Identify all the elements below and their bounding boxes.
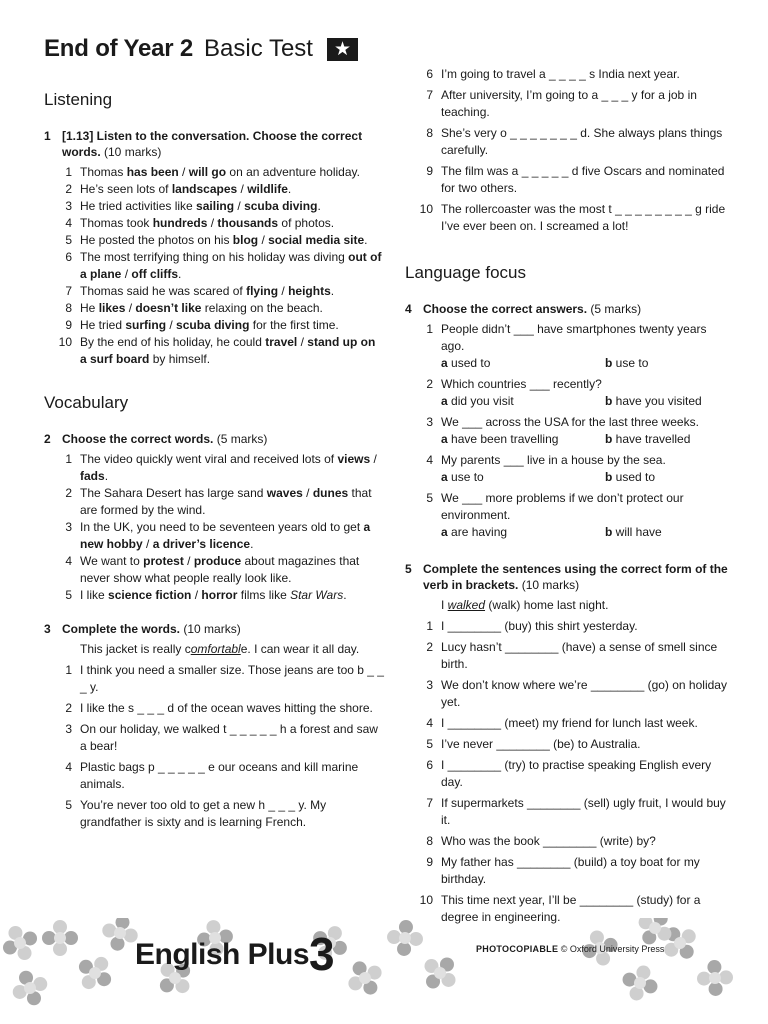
item-text: My father has ________ (build) a toy boat for my birthday.	[441, 855, 700, 886]
item-number: 3	[65, 520, 72, 534]
item-number: 7	[426, 796, 433, 810]
item-number: 5	[65, 233, 72, 247]
item-number: 8	[426, 834, 433, 848]
example-item: I walked (walk) home last night.	[441, 598, 609, 612]
item-number: 4	[65, 216, 72, 230]
item-text: I like the s _ _ _ d of the ocean waves hitting the shore.	[80, 701, 373, 715]
item-text: My parents ___ live in a house by the sea. a use to b used to	[441, 452, 730, 486]
question-marks: (5 marks)	[216, 432, 268, 446]
list-item	[419, 677, 730, 711]
item-number: 3	[65, 199, 72, 213]
list-item	[419, 66, 730, 83]
item-text: She’s very o _ _ _ _ _ _ _ d. She always plans things carefully.	[441, 126, 723, 157]
item-number: 2	[65, 182, 72, 196]
item-number: 9	[426, 164, 433, 178]
option-b: b used to	[605, 470, 656, 484]
item-text: We want to protest / produce about magazines that never show what people really look like.	[80, 554, 360, 585]
item-number: 1	[426, 322, 433, 336]
question-items	[405, 321, 730, 541]
item-text: Thomas said he was scared of flying / heights.	[80, 284, 335, 298]
item-text: We don’t know where we’re ________ (go) on holiday yet.	[441, 678, 727, 709]
question-number: 3	[44, 622, 51, 636]
item-number: 4	[65, 554, 72, 568]
item-text: If supermarkets ________ (sell) ugly fruit, I would buy it.	[441, 796, 726, 827]
item-number: 6	[426, 758, 433, 772]
item-text: He’s seen lots of landscapes / wildlife.	[80, 182, 292, 196]
item-number: 5	[426, 491, 433, 505]
list-item	[58, 662, 384, 696]
question-items	[44, 451, 384, 604]
question-marks: (10 marks)	[183, 622, 241, 636]
item-text: This time next year, I’ll be ________ (study) for a degree in engineering.	[441, 893, 701, 924]
list-item	[58, 721, 384, 755]
item-text: You’re never too old to get a new h _ _ _ y. My grandfather is sixty and is learning French.	[80, 798, 327, 829]
item-text: People didn’t ___ have smartphones twenty years ago. a used to b use to	[441, 321, 730, 372]
item-number: 3	[426, 415, 433, 429]
item-number: 2	[65, 701, 72, 715]
item-number: 6	[426, 67, 433, 81]
question-items	[44, 164, 384, 368]
item-text: Lucy hasn’t ________ (have) a sense of smell since birth.	[441, 640, 718, 671]
item-text: Who was the book ________ (write) by?	[441, 834, 656, 848]
item-number: 4	[426, 453, 433, 467]
question-header	[405, 301, 730, 317]
list-item	[58, 300, 384, 317]
item-text: I’m going to travel a _ _ _ _ s India next year.	[441, 67, 680, 81]
item-number: 4	[65, 760, 72, 774]
item-text: I ________ (meet) my friend for lunch last week.	[441, 716, 698, 730]
list-item	[58, 215, 384, 232]
section-heading-language-focus: Language focus	[405, 263, 526, 282]
list-item	[419, 795, 730, 829]
list-item	[419, 201, 730, 235]
item-number: 5	[426, 737, 433, 751]
question-3	[44, 621, 384, 831]
list-item	[419, 376, 730, 410]
list-item	[58, 181, 384, 198]
item-text: I’ve never ________ (be) to Australia.	[441, 737, 641, 751]
item-number: 2	[65, 486, 72, 500]
decorative-pattern	[0, 918, 768, 1024]
option-a: a use to	[441, 470, 484, 484]
star-level-icon: ★	[327, 38, 358, 61]
answer-options	[441, 355, 730, 372]
list-item	[58, 232, 384, 249]
page-title	[44, 33, 358, 65]
answer-options	[441, 469, 730, 486]
item-text: He tried activities like sailing / scuba diving.	[80, 199, 321, 213]
answer-options	[441, 431, 730, 448]
list-item	[58, 249, 384, 283]
item-text: He tried surfing / scuba diving for the first time.	[80, 318, 339, 332]
footer-banner	[0, 918, 768, 1024]
question-4	[405, 301, 730, 541]
item-text: We ___ more problems if we don’t protect our environment. a are having b will have	[441, 490, 730, 541]
question-number: 4	[405, 302, 412, 316]
section-heading-vocabulary: Vocabulary	[44, 393, 129, 412]
item-number: 5	[65, 798, 72, 812]
question-items	[405, 597, 730, 926]
item-text: I like science fiction / horror films like Star Wars.	[80, 588, 347, 602]
question-marks: (5 marks)	[590, 302, 642, 316]
item-number: 1	[65, 663, 72, 677]
list-item	[419, 736, 730, 753]
item-text: Thomas took hundreds / thousands of photos.	[80, 216, 335, 230]
list-item	[419, 87, 730, 121]
list-item	[58, 283, 384, 300]
item-number: 3	[65, 722, 72, 736]
item-text: I ________ (try) to practise speaking English every day.	[441, 758, 712, 789]
item-text: The film was a _ _ _ _ _ d five Oscars and nominated for two others.	[441, 164, 725, 195]
photocopiable-label: PHOTOCOPIABLE	[476, 944, 559, 954]
answer-options	[441, 393, 730, 410]
item-number: 1	[65, 452, 72, 466]
series-level-number: 3	[309, 928, 335, 980]
item-text: On our holiday, we walked t _ _ _ _ _ h a forest and saw a bear!	[80, 722, 378, 753]
question-instruction: Complete the sentences using the correct form of the verb in brackets. (10 marks)	[423, 562, 728, 592]
item-text: I ________ (buy) this shirt yesterday.	[441, 619, 638, 633]
item-text: Which countries ___ recently? a did you visit b have you visited	[441, 376, 730, 410]
item-number: 2	[426, 377, 433, 391]
option-a: a have been travelling	[441, 432, 559, 446]
list-item	[58, 317, 384, 334]
list-item	[419, 452, 730, 486]
question-number: 5	[405, 562, 412, 576]
item-text: In the UK, you need to be seventeen years old to get a new hobby / a driver’s licence.	[80, 520, 371, 551]
list-item	[58, 759, 384, 793]
title-test-type: Basic Test	[204, 35, 313, 62]
item-number: 1	[426, 619, 433, 633]
question-instruction: Choose the correct answers. (5 marks)	[423, 302, 642, 316]
item-number: 6	[65, 250, 72, 264]
item-number: 10	[58, 335, 72, 349]
list-item	[58, 485, 384, 519]
item-number: 10	[419, 202, 433, 216]
item-text: Thomas has been / will go on an adventure holiday.	[80, 165, 360, 179]
item-number: 5	[65, 588, 72, 602]
question-2	[44, 431, 384, 604]
answer-options	[441, 524, 730, 541]
list-item	[58, 700, 384, 717]
list-item	[58, 164, 384, 181]
option-b: b will have	[605, 525, 662, 539]
item-number: 7	[426, 88, 433, 102]
list-item	[58, 451, 384, 485]
question-header	[44, 431, 384, 447]
list-item	[419, 490, 730, 541]
item-text: The rollercoaster was the most t _ _ _ _ _ _ _ _ g ride I’ve ever been on. I screamed a lot!	[441, 202, 726, 233]
list-item	[419, 833, 730, 850]
question-number: 1	[44, 129, 51, 143]
title-bold: End of Year 2	[44, 35, 194, 62]
item-text: Plastic bags p _ _ _ _ _ e our oceans and kill marine animals.	[80, 760, 359, 791]
item-text: The video quickly went viral and received lots of views / fads.	[80, 452, 377, 483]
example-item: This jacket is really comfortable. I can wear it all day.	[80, 642, 360, 656]
series-logo: English Plus	[135, 938, 310, 971]
list-item	[58, 519, 384, 553]
option-a: a are having	[441, 525, 508, 539]
list-item	[419, 757, 730, 791]
question-instruction: [1.13] Listen to the conversation. Choose the correct words. (10 marks)	[62, 129, 363, 159]
option-b: b use to	[605, 356, 649, 370]
question-5	[405, 561, 730, 926]
list-item	[58, 198, 384, 215]
item-number: 4	[426, 716, 433, 730]
item-number: 9	[65, 318, 72, 332]
item-text: I think you need a smaller size. Those jeans are too b _ _ _ y.	[80, 663, 384, 694]
item-number: 3	[426, 678, 433, 692]
list-item	[58, 553, 384, 587]
item-text: He posted the photos on his blog / social media site.	[80, 233, 368, 247]
item-text: The most terrifying thing on his holiday was diving out of a plane / off cliffs.	[80, 250, 382, 281]
item-number: 9	[426, 855, 433, 869]
list-item	[58, 334, 384, 368]
list-item	[419, 163, 730, 197]
item-number: 8	[65, 301, 72, 315]
option-b: b have travelled	[605, 432, 691, 446]
list-item	[419, 414, 730, 448]
item-number: 2	[426, 640, 433, 654]
list-item	[58, 587, 384, 604]
option-a: a used to	[441, 356, 491, 370]
question-header	[44, 128, 384, 160]
question-header	[44, 621, 384, 637]
question-marks: (10 marks)	[521, 578, 580, 592]
item-text: We ___ across the USA for the last three weeks. a have been travelling b have travelled	[441, 414, 730, 448]
item-number: 8	[426, 126, 433, 140]
item-number: 10	[419, 893, 433, 907]
copyright-notice	[476, 944, 664, 954]
list-item	[419, 618, 730, 635]
question-marks: (10 marks)	[104, 145, 162, 159]
option-a: a did you visit	[441, 394, 514, 408]
question-3-continued	[405, 66, 730, 235]
item-text: After university, I’m going to a _ _ _ y for a job in teaching.	[441, 88, 697, 119]
left-column	[44, 90, 384, 835]
item-number: 7	[65, 284, 72, 298]
item-text: The Sahara Desert has large sand waves / dunes that are formed by the wind.	[80, 486, 372, 517]
list-item	[419, 854, 730, 888]
right-column	[405, 62, 730, 930]
list-item	[419, 125, 730, 159]
question-instruction: Complete the words. (10 marks)	[62, 622, 241, 636]
list-item	[419, 321, 730, 372]
question-instruction: Choose the correct words. (5 marks)	[62, 432, 268, 446]
publisher-copyright: © Oxford University Press	[560, 944, 665, 954]
item-text: He likes / doesn’t like relaxing on the beach.	[80, 301, 323, 315]
section-heading-listening: Listening	[44, 90, 113, 109]
question-header	[405, 561, 730, 593]
list-item	[58, 797, 384, 831]
item-number: 1	[65, 165, 72, 179]
question-1	[44, 128, 384, 368]
question-items	[44, 641, 384, 831]
question-number: 2	[44, 432, 51, 446]
list-item	[419, 639, 730, 673]
list-item	[419, 715, 730, 732]
item-text: By the end of his holiday, he could travel / stand up on a surf board by himself.	[80, 335, 376, 366]
option-b: b have you visited	[605, 394, 702, 408]
